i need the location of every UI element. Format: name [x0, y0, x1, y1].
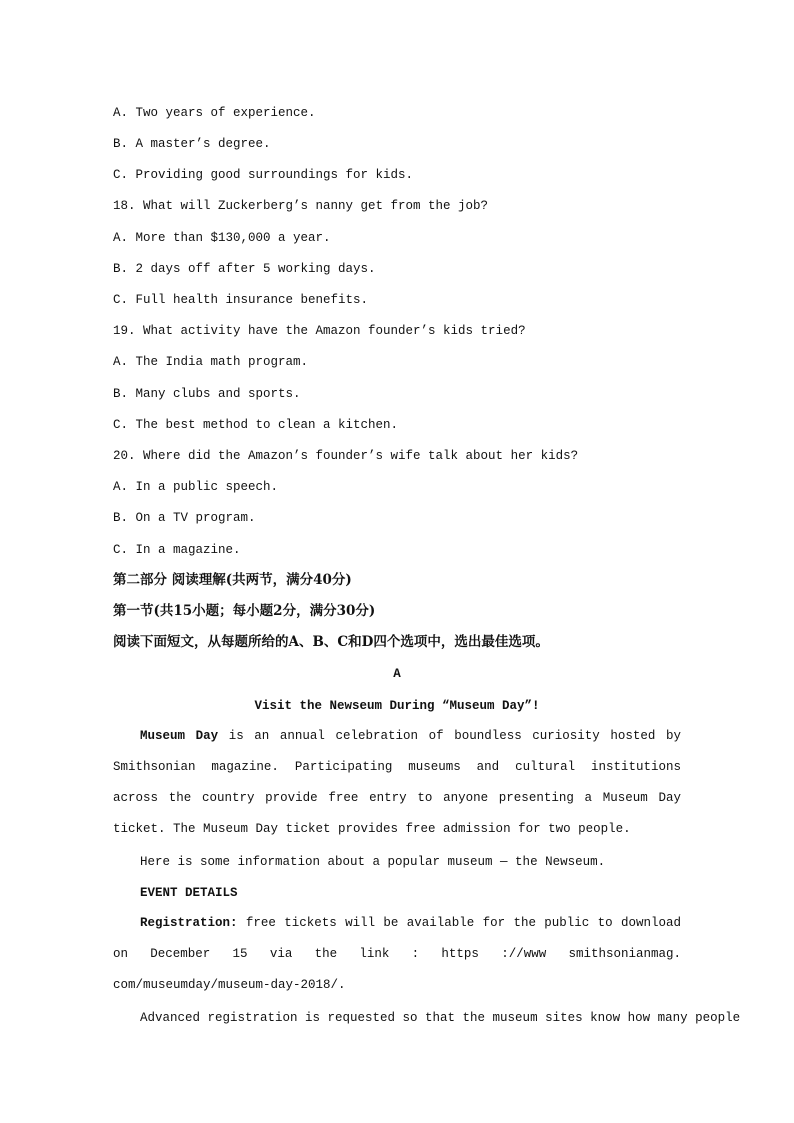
- q19-option-b: B. Many clubs and sports.: [113, 387, 301, 401]
- q20-option-b: B. On a TV program.: [113, 511, 256, 525]
- event-details-heading: EVENT DETAILS: [140, 886, 238, 900]
- section-heading: 第二部分 阅读理解(共两节，满分40分): [113, 572, 352, 588]
- q20-option-c: C. In a magazine.: [113, 543, 241, 557]
- q17-option-a: A. Two years of experience.: [113, 106, 316, 120]
- passage-title: Visit the Newseum During “Museum Day”!: [254, 699, 540, 713]
- passage-last-line: Advanced registration is requested so that the museum sites know how many people: [140, 1011, 741, 1025]
- registration-label: Registration:: [140, 916, 238, 930]
- q18-option-a: A. More than $130,000 a year.: [113, 231, 331, 245]
- paragraph-1-text: is an annual celebration of boundless curiosity hosted by Smithsonian magazine. Participating museums and cultural institutions across the country provide free entry to anyone presenting a Museum Day ticket. The Museum Day ticket provides free admission for two people.: [113, 729, 681, 836]
- registration-paragraph: [113, 908, 681, 1001]
- museum-day-lead: Museum Day: [140, 729, 219, 743]
- q19-option-a: A. The India math program.: [113, 355, 309, 369]
- q19-option-c: C. The best method to clean a kitchen.: [113, 418, 399, 432]
- q18-question: 18. What will Zuckerberg’s nanny get from the job?: [113, 199, 489, 213]
- registration-text: free tickets will be available for the public to download on December 15 via the link : https ://www smithsonianmag. com/museumday/museum-day-2018/.: [113, 916, 681, 992]
- q18-option-b: B. 2 days off after 5 working days.: [113, 262, 376, 276]
- section-subheading: 第一节(共15小题；每小题2分，满分30分): [113, 603, 376, 619]
- q20-option-a: A. In a public speech.: [113, 480, 279, 494]
- q19-question: 19. What activity have the Amazon founder’s kids tried?: [113, 324, 526, 338]
- q20-question: 20. Where did the Amazon’s founder’s wife talk about her kids?: [113, 449, 579, 463]
- passage-label: A: [393, 667, 401, 681]
- section-instruction: 阅读下面短文，从每题所给的A、B、C和D四个选项中，选出最佳选项。: [113, 634, 549, 650]
- q18-option-c: C. Full health insurance benefits.: [113, 293, 369, 307]
- passage-paragraph-2: Here is some information about a popular museum — the Newseum.: [140, 855, 606, 869]
- passage-paragraph-1: [113, 721, 681, 845]
- q17-option-b: B. A master’s degree.: [113, 137, 271, 151]
- q17-option-c: C. Providing good surroundings for kids.: [113, 168, 414, 182]
